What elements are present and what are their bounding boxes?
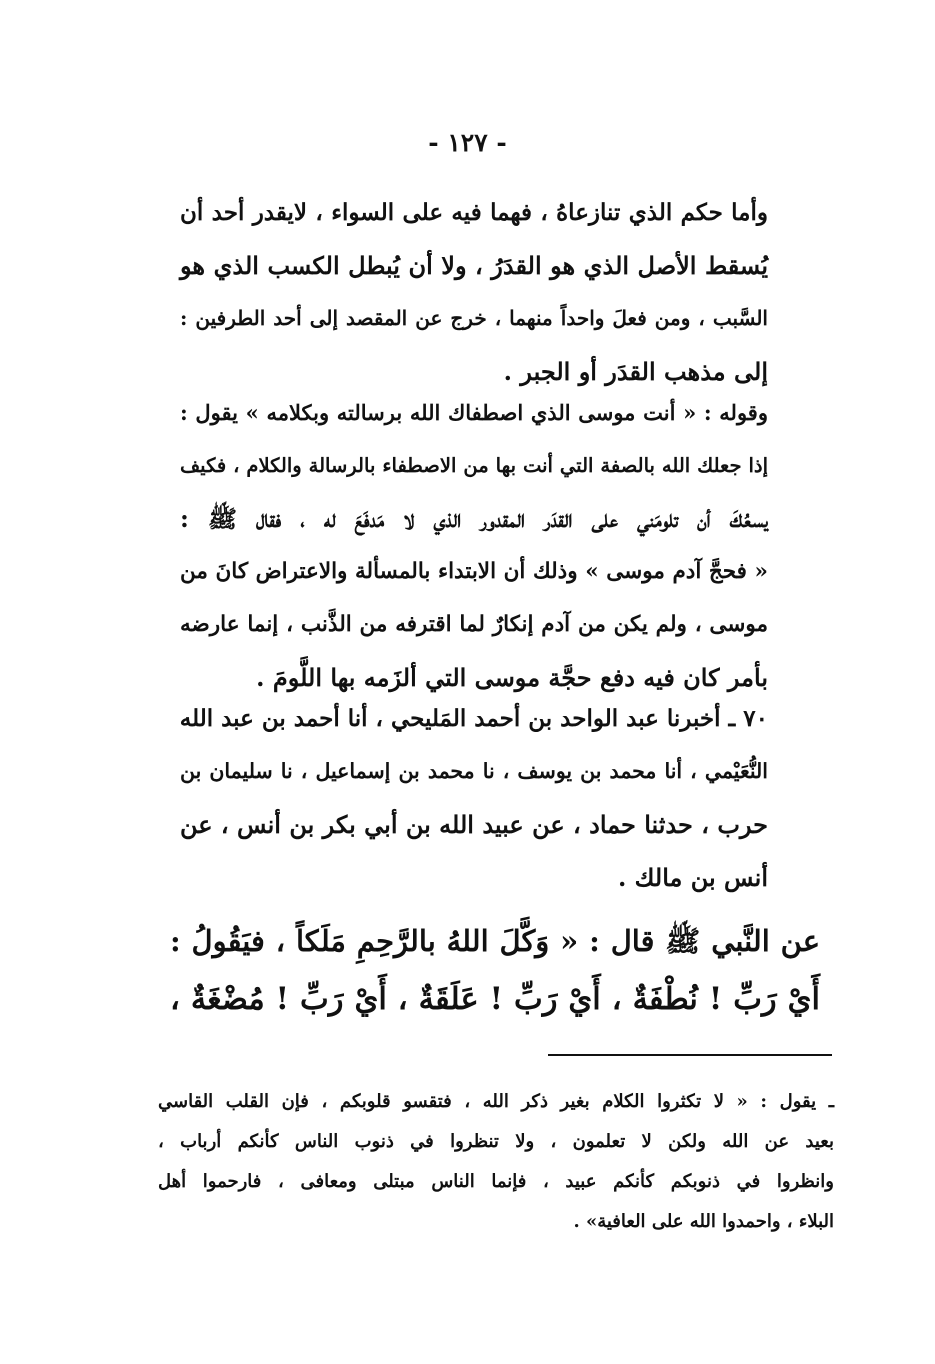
- text-line: وأما حكم الذي تنازعاهُ ، فهما فيه على السواء ، لايقدر أحد أن: [180, 199, 768, 226]
- text-line: بأمر كان فيه دفع حجَّة موسى التي ألزَمه بها اللَّومَ .: [256, 663, 768, 692]
- paragraph-2: [180, 386, 768, 704]
- text-line: إذا جعلك الله بالصفة التي أنت بها من الاصطفاء بالرسالة والكلام ، فكيف: [180, 454, 768, 477]
- hadith-line: عن النَّبي ﷺ قال : « وَكَّلَ اللهُ بالرَّحِمِ مَلَكاً ، فيَقُولُ :: [170, 924, 820, 958]
- text-line: موسى ، ولم يكن من آدم إنكارٌ لما اقترفه من الذَّنب ، إنما عارضه: [180, 612, 768, 637]
- text-line: « فحجَّ آدم موسى » وذلك أن الابتداء بالمسألة والاعتراض كانَ من: [180, 559, 768, 584]
- text-line: حرب ، حدثنا حماد ، عن عبيد الله بن أبي بكر بن أنس ، عن: [179, 810, 768, 839]
- footnote: [158, 1082, 834, 1242]
- footnote-divider: [548, 1054, 832, 1056]
- page-number: - ١٢٧ -: [428, 128, 507, 157]
- text-line: أنس بن مالك .: [617, 863, 768, 892]
- footnote-line: وانظروا في ذنوبكم كأنكم عبيد ، فإنما الناس مبتلى ومعافى ، فارحموا أهل: [158, 1171, 834, 1192]
- paragraph-1: [180, 186, 768, 398]
- paragraph-3: [180, 692, 768, 904]
- text-line: النُّعَيْمي ، أنا محمد بن يوسف ، نا محمد بن إسماعيل ، نا سليمان بن: [180, 759, 768, 783]
- footnote-line: ـ يقول : « لا تكثروا الكلام بغير ذكر الله ، فتقسو قلوبكم ، فإن القلب القاسي: [158, 1091, 834, 1112]
- text-line: يسعُكَ أن تلومَني على القدَر المقدور الذي لا مَدفَعَ له ، فقال ﷺ :: [180, 504, 768, 533]
- footnote-line: البلاء ، واحمدوا الله على العافية» .: [573, 1211, 834, 1232]
- text-line: السَّبب ، ومن فعلَ واحداً منهما ، خرج عن المقصد إلى أحد الطرفين :: [180, 306, 768, 330]
- text-line: وقوله : « أنت موسى الذي اصطفاك الله برسالته وبكلامه » يقول :: [180, 400, 768, 425]
- text-line: إلى مذهب القدَر أو الجبر .: [503, 357, 768, 386]
- text-line: ٧٠ ـ أخبرنا عبد الواحد بن أحمد المَليحي ، أنا أحمد بن عبد الله: [179, 705, 768, 732]
- hadith-text: [170, 912, 820, 1028]
- hadith-line: أَيْ رَبِّ ! نُطْفَةٌ ، أَيْ رَبِّ ! عَلَقَةٌ ، أَيْ رَبِّ ! مُضْغَةٌ ،: [170, 981, 820, 1017]
- footnote-line: بعيد عن الله ولكن لا تعلمون ، ولا تنظروا في ذنوب الناس كأنكم أرباب ،: [158, 1131, 834, 1152]
- text-line: يُسقط الأصل الذي هو القدَرُ ، ولا أن يُبطل الكسب الذي هو: [180, 251, 768, 280]
